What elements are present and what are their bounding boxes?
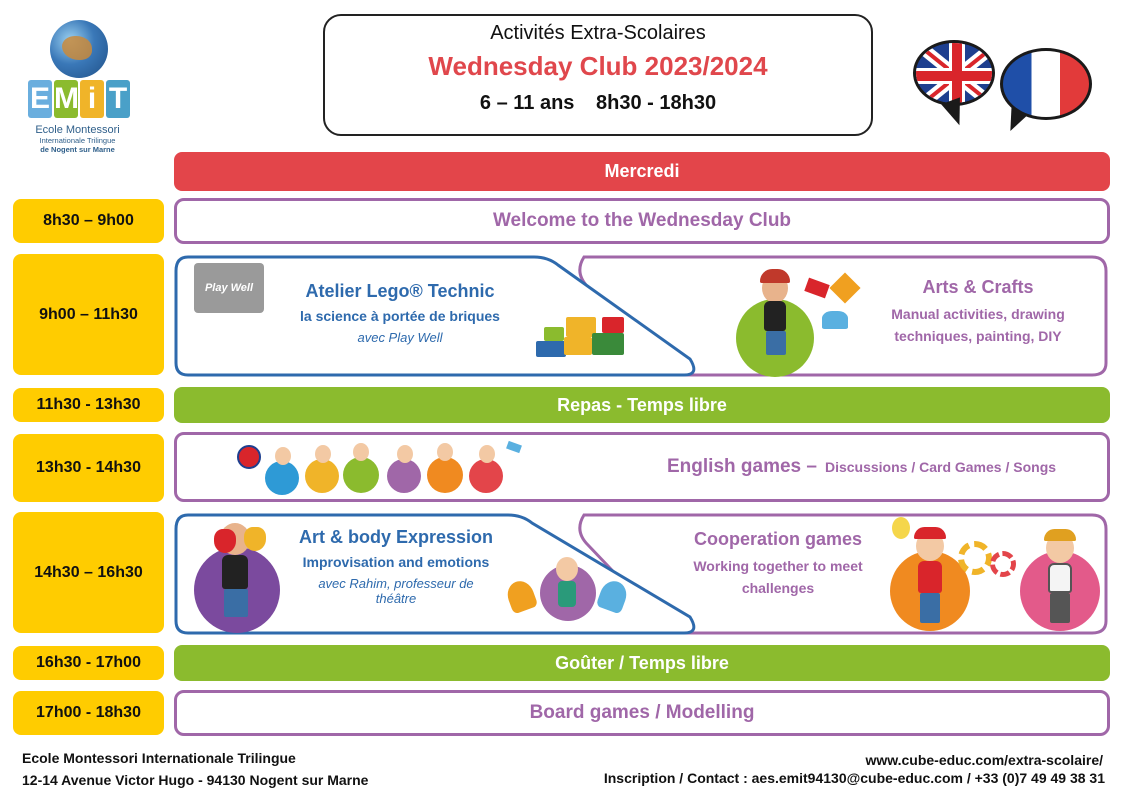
english-games-text [667, 456, 1056, 478]
coop-card-text [660, 529, 896, 599]
footer-website[interactable]: www.cube-educ.com/extra-scolaire/ [865, 752, 1103, 768]
lego-title: Atelier Lego® Technic [305, 281, 495, 301]
activity-split-morning [174, 253, 1110, 379]
emit-letters [28, 80, 130, 118]
coop-line-2: challenges [741, 579, 815, 596]
lego-subtitle: la science à portée de briques [300, 308, 500, 324]
time-slot-6: 16h30 - 17h00 [13, 646, 164, 680]
time-slot-4: 13h30 - 14h30 [13, 434, 164, 502]
globe-icon [50, 20, 108, 78]
coop-line-1: Working together to meet [693, 558, 863, 574]
english-games-title: English games – [667, 456, 817, 477]
uk-flag-icon [913, 40, 995, 106]
body-expr-byline-2: théâtre [375, 591, 417, 606]
arts-line-1: Manual activities, drawing [891, 306, 1065, 322]
activity-welcome: Welcome to the Wednesday Club [174, 198, 1110, 244]
header-hours: 8h30 - 18h30 [596, 92, 717, 114]
arts-line-2: techniques, painting, DIY [894, 327, 1062, 344]
activity-lunch: Repas - Temps libre [174, 387, 1110, 423]
header-subtitle: Activités Extra-Scolaires [490, 22, 706, 44]
logo-line-1: Ecole Montessori [35, 124, 120, 136]
header-title: Wednesday Club 2023/2024 [428, 51, 768, 81]
header-ages-hours [325, 92, 871, 115]
logo-letter-e: E [28, 80, 52, 118]
logo-line-3: de Nogent sur Marne [40, 145, 115, 154]
footer-school: Ecole Montessori Internationale Trilingue [22, 750, 296, 766]
activity-board-games: Board games / Modelling [174, 690, 1110, 736]
body-expr-title: Art & body Expression [298, 527, 494, 547]
playwell-word-1: Play [204, 282, 228, 294]
logo-caption [20, 124, 135, 154]
time-slot-3: 11h30 - 13h30 [13, 388, 164, 422]
logo-letter-t: T [106, 80, 130, 118]
footer-contact[interactable]: Inscription / Contact : aes.emit94130@cube-educ.com / +33 (0)7 49 49 38 31 [603, 770, 1105, 786]
body-expr-subtitle: Improvisation and emotions [302, 554, 490, 570]
arts-card-text [868, 277, 1088, 347]
header-box [323, 14, 873, 136]
activity-snack: Goûter / Temps libre [174, 645, 1110, 681]
time-slot-2: 9h00 – 11h30 [13, 254, 164, 375]
body-expr-card-text [284, 527, 508, 606]
coop-title: Cooperation games [693, 529, 863, 549]
emit-logo [20, 18, 135, 158]
time-slot-5: 14h30 – 16h30 [13, 512, 164, 633]
header-ages: 6 – 11 ans [479, 92, 575, 114]
footer-address: 12-14 Avenue Victor Hugo - 94130 Nogent sur Marne [22, 772, 369, 788]
body-expr-byline-1: avec Rahim, professeur de [318, 576, 474, 591]
arts-title: Arts & Crafts [922, 277, 1034, 297]
logo-letter-m: M [54, 80, 78, 118]
activity-split-afternoon [174, 511, 1110, 637]
time-slot-7: 17h00 - 18h30 [13, 691, 164, 735]
playwell-logo [194, 263, 264, 313]
lego-card-text [274, 281, 526, 345]
english-kids-illustration [237, 437, 637, 497]
logo-letter-i: i [80, 80, 104, 118]
english-games-details: Discussions / Card Games / Songs [824, 459, 1057, 475]
day-bar: Mercredi [174, 152, 1110, 191]
lego-byline: avec Play Well [357, 330, 443, 345]
logo-line-2: Internationale Trilingue [39, 136, 116, 145]
activity-english-games [174, 432, 1110, 502]
playwell-word-2: Well [230, 282, 254, 294]
time-slot-1: 8h30 – 9h00 [13, 199, 164, 243]
